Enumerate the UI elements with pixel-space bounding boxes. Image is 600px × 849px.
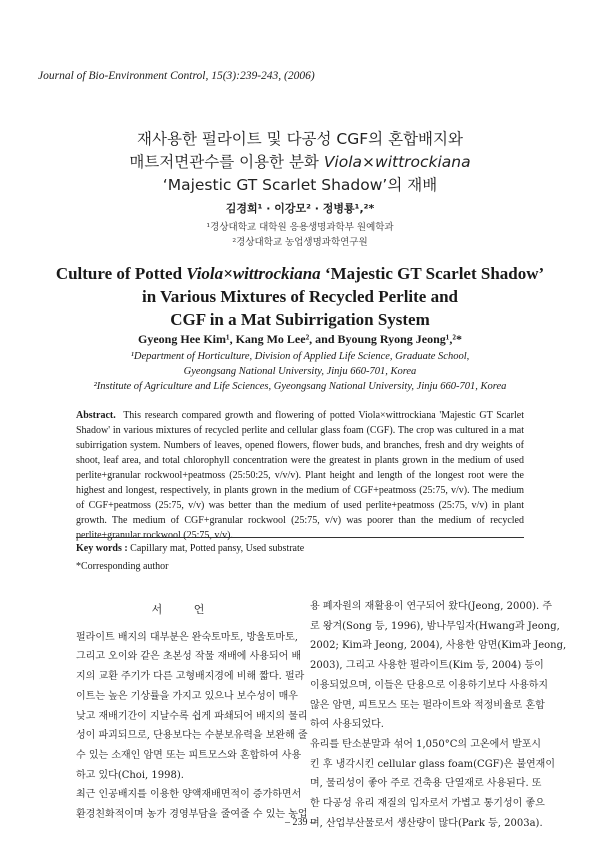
body-line: 펄라이트 배지의 대부분은 완숙토마토, 방울토마토,: [76, 631, 298, 643]
section-title-introduction: 서 언: [151, 603, 219, 616]
divider: [76, 537, 524, 538]
korean-authors: 김경희¹ · 이강모² · 정병룡¹,²*: [225, 202, 375, 215]
english-title-line-1: Culture of Potted Viola×wittrockiana ‘Majestic GT Scarlet Shadow’: [55, 264, 545, 283]
abstract-text: This research compared growth and flowering of potted Viola×wittrockiana 'Majestic GT Scarlet Shadow' in various mixtures of recycled perlite and cellular glass foam (CGF). The crop was cultured in a mat subirrigation system. Numbers of leaves, opened flowers, flower buds, and branches, fresh and dry weights of shoot, leaf area, and total chlorophyll concentration were the greatest in plants grown in the medium of used perlite+granular rockwool+peatmoss (25:50:25, v/v/v). Plant height and length of the longest root were the highest and longest, respectively, in plants grown in the medium of CGF+peatmoss (25:75, v/v). The medium of CGF+peatmoss (25:75, v/v) was better than the medium of used perlite+peatmoss (25:75, v/v) in plant growth. The medium of CGF+granular rockwool (25:75, v/v) was poorer than the medium of recycled perlite+granular rockwool (25:75, v/v).: [76, 410, 525, 541]
body-line: 며, 산업부산물로서 생산량이 많다(Park 등, 2003a).: [310, 817, 543, 829]
body-line: 2003), 그리고 사용한 펄라이트(Kim 등, 2004) 등이: [310, 660, 544, 672]
journal-citation: Journal of Bio-Environment Control, 15(3):239-243, (2006): [38, 70, 315, 82]
english-affiliation-line-2: Gyeongsang National University, Jinju 660-701, Korea: [183, 366, 417, 377]
body-line: 성이 파괴되므로, 단용보다는 수분보유력을 보완해 줄: [76, 730, 308, 742]
abstract: [76, 408, 524, 543]
english-affiliation-line-3: ²Institute of Agriculture and Life Sciences, Gyeongsang National University, Jinju 660-701, Korea: [93, 381, 507, 392]
english-title-line-2: in Various Mixtures of Recycled Perlite and: [141, 287, 459, 306]
korean-affiliation-1: ¹경상대학교 대학원 응용생명과학부 원예학과: [206, 222, 394, 233]
keywords-label: Key words :: [76, 543, 128, 554]
body-line: 최근 인공배지를 이용한 양액재배면적이 증가하면서: [76, 789, 302, 801]
korean-affiliation-2: ²경상대학교 농업생명과학연구원: [232, 237, 368, 248]
body-line: 킨 후 냉각시킨 cellular glass foam(CGF)은 불연재이: [310, 758, 556, 770]
body-line: 이용되었으며, 이들은 단용으로 이용하기보다 사용하지: [310, 679, 549, 691]
right-column: [310, 597, 567, 833]
body-line: 수 있는 소재인 암면 또는 피트모스와 혼합하여 사용: [76, 749, 302, 761]
body-line: 2002; Kim과 Jeong, 2004), 사용한 암면(Kim과 Jeong,: [310, 640, 567, 652]
korean-title-line-2: 매트저면관수를 이용한 분화 Viola×wittrockiana: [129, 153, 471, 171]
english-affiliation-line-1: ¹Department of Horticulture, Division of Applied Life Science, Graduate School,: [130, 351, 470, 362]
english-authors: Gyeong Hee Kim¹, Kang Mo Lee², and Byoung Ryong Jeong¹,²*: [138, 332, 462, 346]
body-line: 낮고 재배기간이 지날수록 쉽게 파쇄되어 배지의 물리: [76, 710, 308, 722]
english-title-line-3: CGF in a Mat Subirrigation System: [170, 310, 430, 329]
body-line: 이트는 높은 기상률을 가지고 있으나 보수성이 매우: [76, 690, 298, 702]
body-line: 한 다공성 유리 재질의 입자로서 가볍고 통기성이 좋으: [310, 798, 545, 810]
english-affiliation: [0, 349, 600, 394]
body-line: 환경친화적이며 농가 경영부담을 줄여줄 수 있는 농업: [76, 809, 308, 821]
korean-title-line-1: 재사용한 펄라이트 및 다공성 CGF의 혼합배지와: [137, 130, 463, 148]
page-number: – 239 –: [285, 817, 315, 828]
body-line: 로 왕겨(Song 등, 1996), 밤나무입자(Hwang과 Jeong,: [310, 620, 560, 632]
body-line: 며, 물리성이 좋아 주로 건축용 단열재로 사용된다. 또: [310, 778, 542, 790]
korean-title: [0, 128, 600, 197]
body-line: 유리를 탄소분말과 섞어 1,050°C의 고온에서 발포시: [310, 738, 542, 750]
body-line: 하고 있다(Choi, 1998).: [76, 769, 184, 781]
corresponding-author-note: *Corresponding author: [76, 561, 169, 572]
keywords: [76, 543, 304, 554]
english-title: [0, 262, 600, 331]
body-line: 하여 사용되었다.: [310, 719, 384, 731]
korean-title-line-3: ‘Majestic GT Scarlet Shadow’의 재배: [162, 176, 438, 194]
body-line: 용 폐자원의 재활용이 연구되어 왔다(Jeong, 2000). 주: [310, 601, 553, 612]
body-line: 않은 암면, 피트모스 또는 펄라이트와 적정비율로 혼합: [310, 699, 545, 711]
keywords-text: Capillary mat, Potted pansy, Used substrate: [130, 543, 305, 554]
body-line: 그리고 오이와 같은 초본성 작물 재배에 사용되어 배: [76, 651, 302, 663]
body-line: 지의 교환 주기가 다른 고형배지경에 비해 짧다. 펄라: [76, 671, 305, 683]
abstract-label: Abstract.: [76, 410, 116, 421]
